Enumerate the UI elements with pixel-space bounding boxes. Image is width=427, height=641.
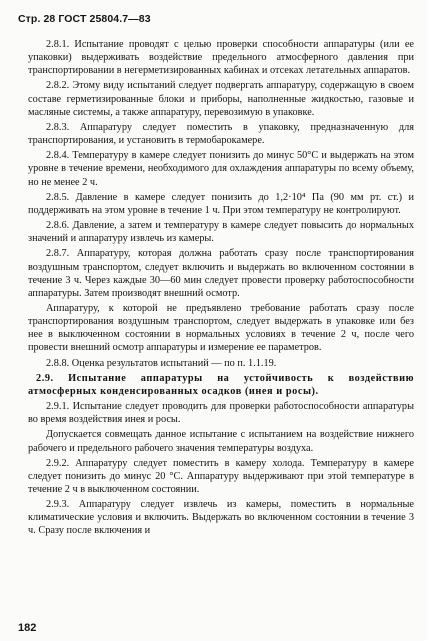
document-body bbox=[28, 38, 414, 540]
paragraph-2-9-3: 2.9.3. Аппаратуру следует извлечь из камеры, поместить в нормальные климатические условия и включить. Выдержать во включенном состоянии в течение 3 ч. Сразу после включения и bbox=[28, 499, 414, 537]
page-number: 182 bbox=[18, 622, 37, 634]
paragraph-2-8-5: 2.8.5. Давление в камере следует понизить до 1,2·10⁴ Па (90 мм рт. ст.) и поддерживать на этом уровне в течение 1 ч. При этом температуру не контролируют. bbox=[28, 191, 414, 216]
paragraph-2-8-1: 2.8.1. Испытание проводят с целью проверки способности аппаратуры (или ее упаковки) выдерживать воздействие предельного атмосферного давления при транспортировании в негерметизированных кабинах и отсеках летательных аппаратов. bbox=[28, 39, 414, 77]
paragraph-2-8-3: 2.8.3. Аппаратуру следует поместить в упаковку, предназначенную для транспортирования, и установить в термобарокамере. bbox=[28, 121, 414, 147]
paragraph-2-9-1: 2.9.1. Испытание следует проводить для проверки работоспособности аппаратуры во время воздействия инея и росы. bbox=[28, 401, 414, 426]
paragraph-2-8-8: 2.8.8. Оценка результатов испытаний — по п. 1.1.19. bbox=[46, 357, 277, 369]
paragraph-2-8-2: 2.8.2. Этому виду испытаний следует подвергать аппаратуру, содержащую в своем составе герметизированные блоки и приборы, наполненные жидкостью, газовые и масляные системы, а также аппаратуру, перевозимую в упаковке. bbox=[28, 80, 414, 118]
page-header: Стр. 28 ГОСТ 25804.7—83 bbox=[18, 13, 151, 25]
section-heading-2-9: 2.9. Испытание аппаратуры на устойчивость к воздействию атмосферных конденсированных осадков (инея и росы). bbox=[28, 372, 414, 397]
paragraph-2-9-2: 2.9.2. Аппаратуру следует поместить в камеру холода. Температуру в камере следует понизить до минус 20 °С. Аппаратуру выдерживают при этой температуре в течение 2 ч в выключенном состоянии. bbox=[28, 457, 414, 495]
paragraph-2-8-7: 2.8.7. Аппаратуру, которая должна работать сразу после транспортирования воздушным транспортом, следует включить и выдержать во включенном состоянии в течение 3 ч. Через каждые 30—60 мин следует провести проверку работоспособности аппаратуры. Затем производят внешний осмотр. bbox=[28, 248, 414, 299]
paragraph-2-9-1-note: Допускается совмещать данное испытание с испытанием на воздействие нижнего рабочего и предельного рабочего значения температуры воздуха. bbox=[28, 429, 414, 454]
paragraph-2-8-4: 2.8.4. Температуру в камере следует понизить до минус 50°С и выдержать на этом уровне в течение времени, необходимого для охлаждения аппаратуры по всему объему, но не менее 2 ч. bbox=[28, 150, 414, 188]
paragraph-2-8-7-continued: Аппаратуру, к которой не предъявлено требование работать сразу после транспортирования воздушным транспортом, следует выдержать в упаковке или без нее в выключенном состоянии в нормальных условиях в течение 2 ч, после чего провести внешний осмотр аппаратуры и измерение ее параметров. bbox=[28, 302, 414, 354]
paragraph-2-8-6: 2.8.6. Давление, а затем и температуру в камере следует повысить до нормальных значений и аппаратуру извлечь из камеры. bbox=[28, 220, 414, 245]
